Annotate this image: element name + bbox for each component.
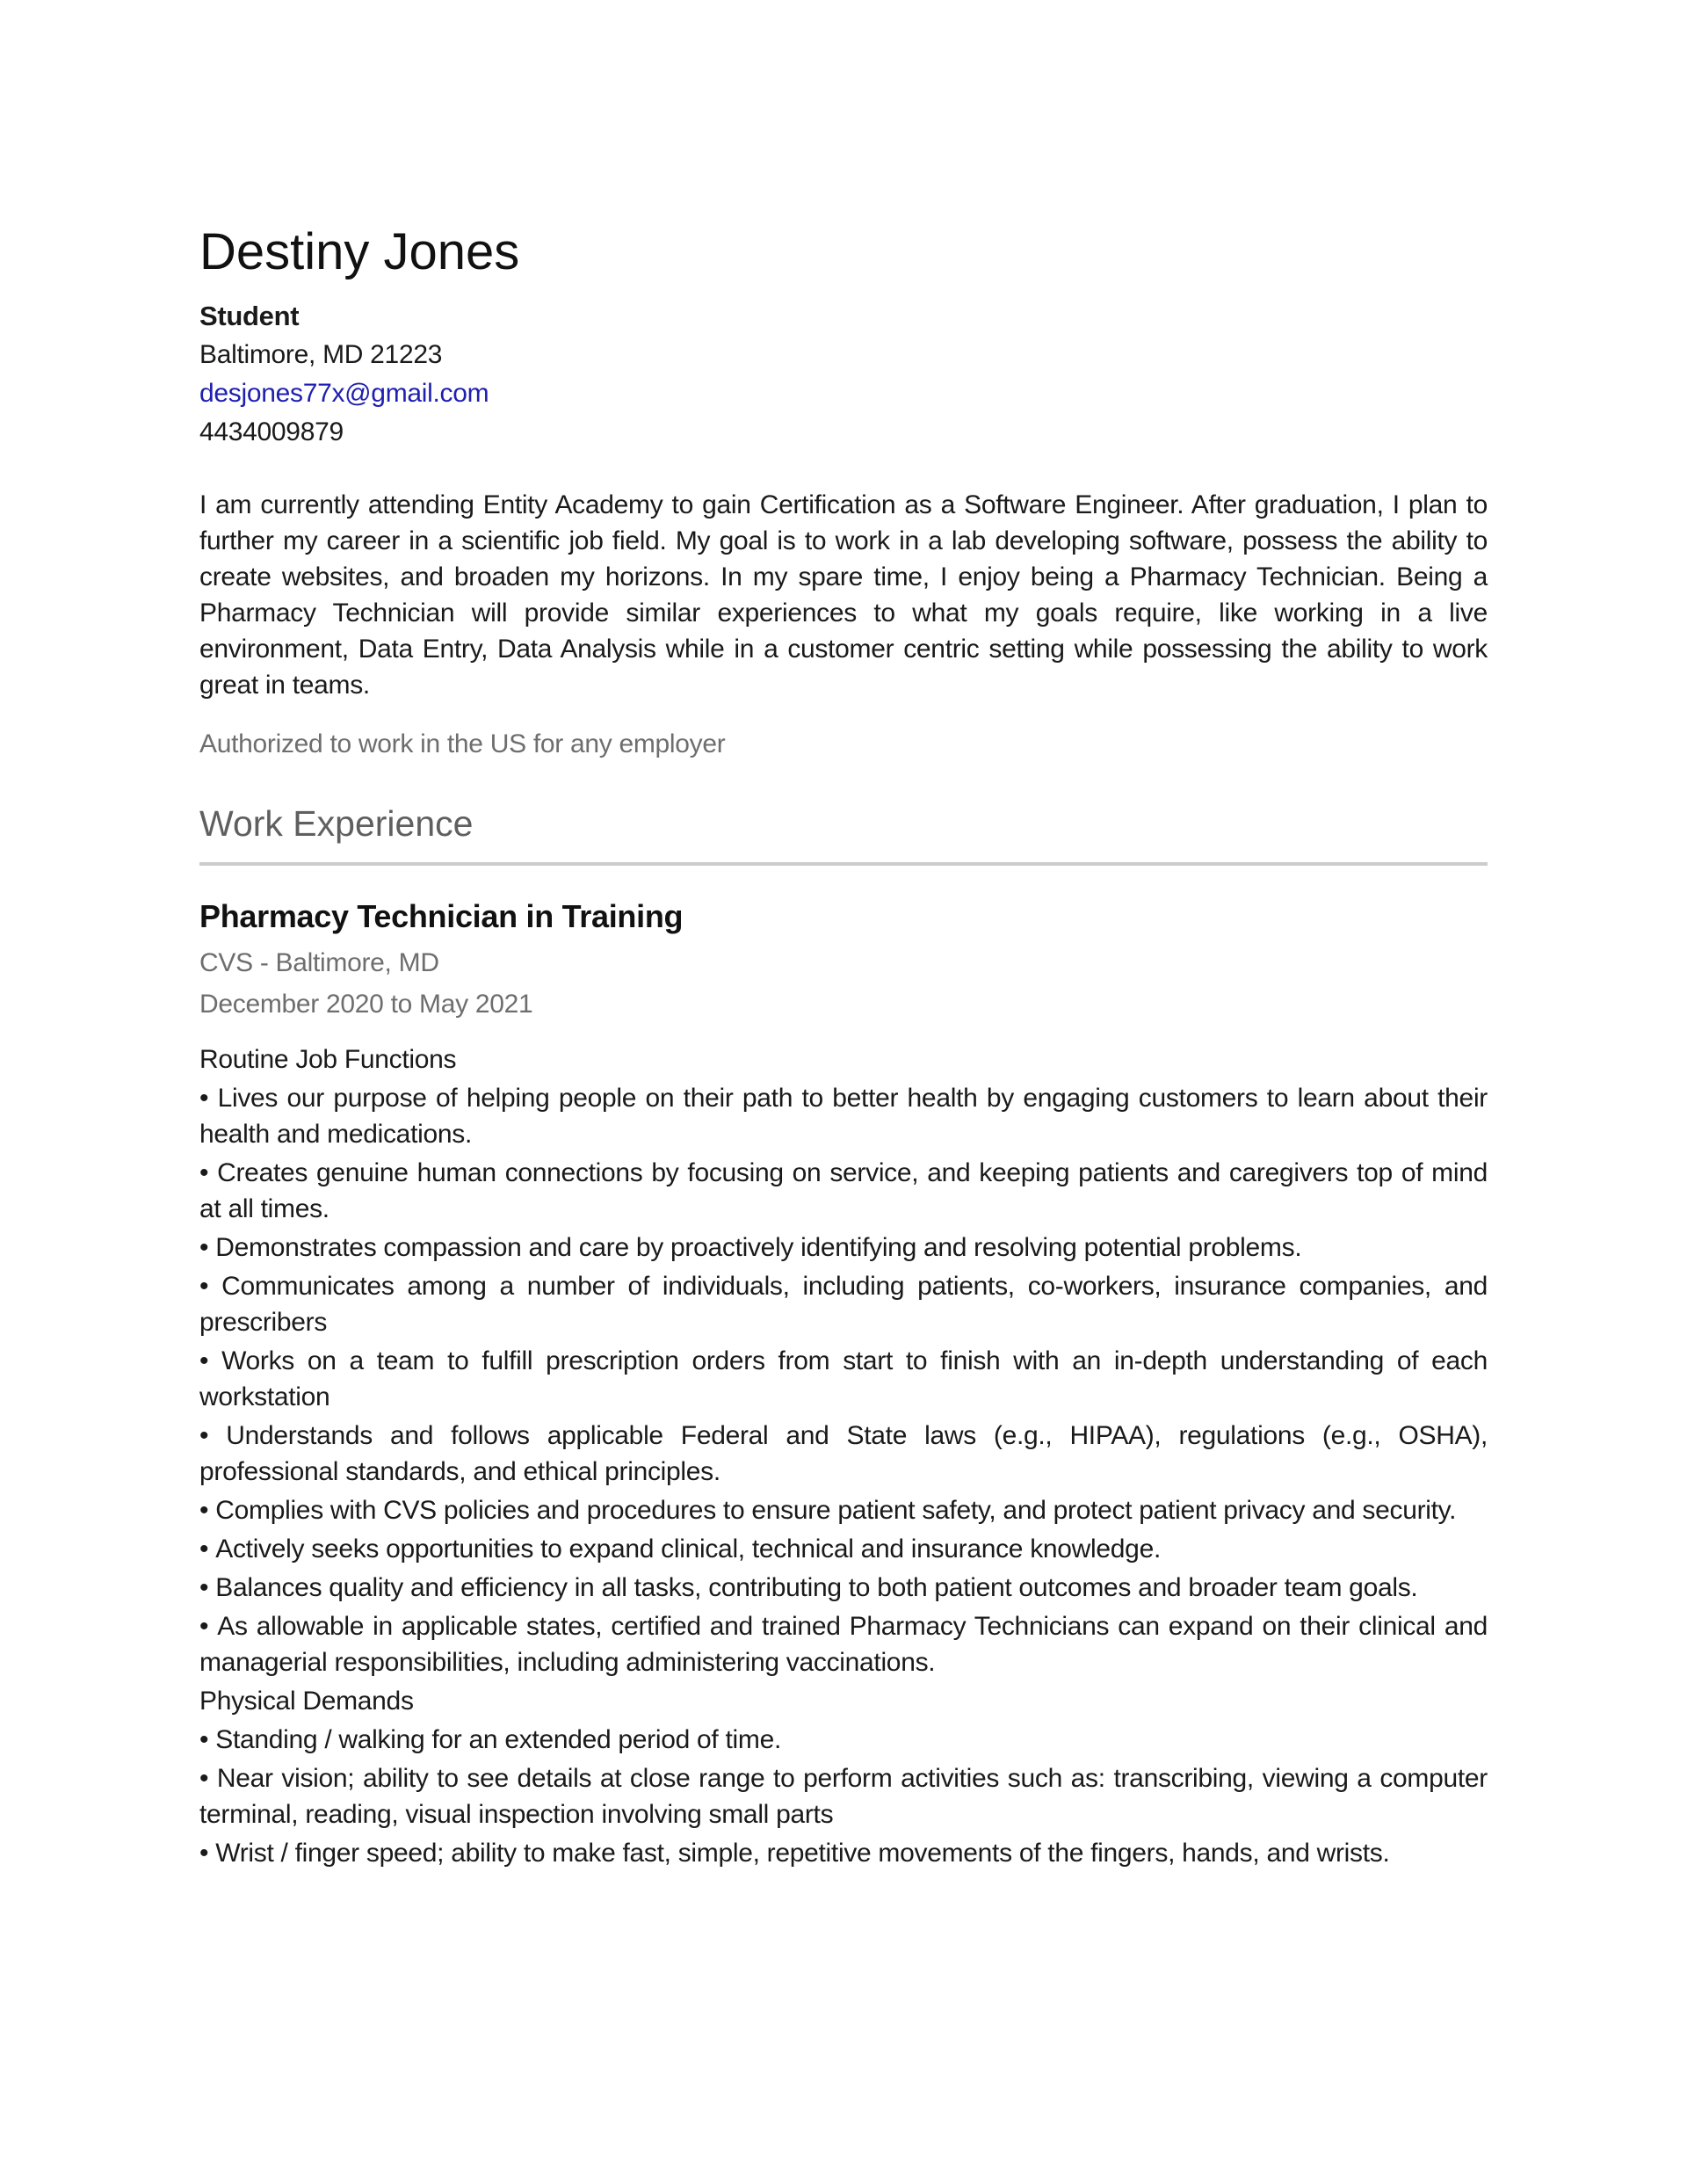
work-authorization: Authorized to work in the US for any employer [199, 729, 726, 758]
candidate-location: Baltimore, MD 21223 [199, 340, 443, 369]
routine-bullet-item: • Understands and follows applicable Federal and State laws (e.g., HIPAA), regulations (e.g., OSHA), professional standards, and ethical principles. [199, 1418, 1488, 1490]
routine-bullet-item: • Communicates among a number of individuals, including patients, co-workers, insurance companies, and prescribers [199, 1268, 1488, 1340]
job-company-location: CVS - Baltimore, MD [199, 948, 439, 977]
summary-paragraph: I am currently attending Entity Academy to gain Certification as a Software Engineer. After graduation, I plan to further my career in a scientific job field. My goal is to work in a lab developing software, possess the ability to create websites, and broaden my horizons. In my spare time, I enjoy being a Pharmacy Technician. Being a Pharmacy Technician will provide similar experiences to what my goals require, like working in a live environment, Data Entry, Data Analysis while in a customer centric setting while possessing the ability to work great in teams. [199, 490, 1488, 700]
section-divider [199, 862, 1488, 866]
candidate-phone: 4434009879 [199, 417, 344, 446]
physical-bullet-item: • Near vision; ability to see details at close range to perform activities such as: transcribing, viewing a computer terminal, reading, visual inspection involving small parts [199, 1760, 1488, 1832]
physical-demands-label: Physical Demands [199, 1687, 414, 1716]
routine-bullet-item: • Actively seeks opportunities to expand clinical, technical and insurance knowledge. [199, 1531, 1488, 1567]
job-date-range: December 2020 to May 2021 [199, 990, 533, 1019]
job-title: Pharmacy Technician in Training [199, 898, 684, 934]
candidate-title: Student [199, 301, 300, 331]
candidate-name: Destiny Jones [199, 223, 520, 280]
routine-functions-label: Routine Job Functions [199, 1045, 457, 1074]
routine-bullet-item: • Lives our purpose of helping people on their path to better health by engaging customers to learn about their health and medications. [199, 1080, 1488, 1152]
routine-bullet-item: • Complies with CVS policies and procedures to ensure patient safety, and protect patient privacy and security. [199, 1492, 1488, 1528]
candidate-email-row [199, 374, 1488, 413]
routine-bullet-item: • Works on a team to fulfill prescription orders from start to finish with an in-depth understanding of each workstation [199, 1343, 1488, 1415]
email-link[interactable]: desjones77x@gmail.com [199, 379, 489, 408]
routine-bullet-item: • As allowable in applicable states, certified and trained Pharmacy Technicians can expand on their clinical and managerial responsibilities, including administering vaccinations. [199, 1608, 1488, 1680]
routine-bullet-item: • Demonstrates compassion and care by proactively identifying and resolving potential problems. [199, 1230, 1488, 1266]
physical-bullet-item: • Wrist / finger speed; ability to make fast, simple, repetitive movements of the fingers, hands, and wrists. [199, 1835, 1488, 1871]
physical-bullet-item: • Standing / walking for an extended period of time. [199, 1722, 1488, 1758]
routine-bullet-item: • Balances quality and efficiency in all tasks, contributing to both patient outcomes and broader team goals. [199, 1570, 1488, 1606]
section-heading-work-experience: Work Experience [199, 803, 474, 844]
routine-bullet-item: • Creates genuine human connections by focusing on service, and keeping patients and caregivers top of mind at all times. [199, 1155, 1488, 1227]
